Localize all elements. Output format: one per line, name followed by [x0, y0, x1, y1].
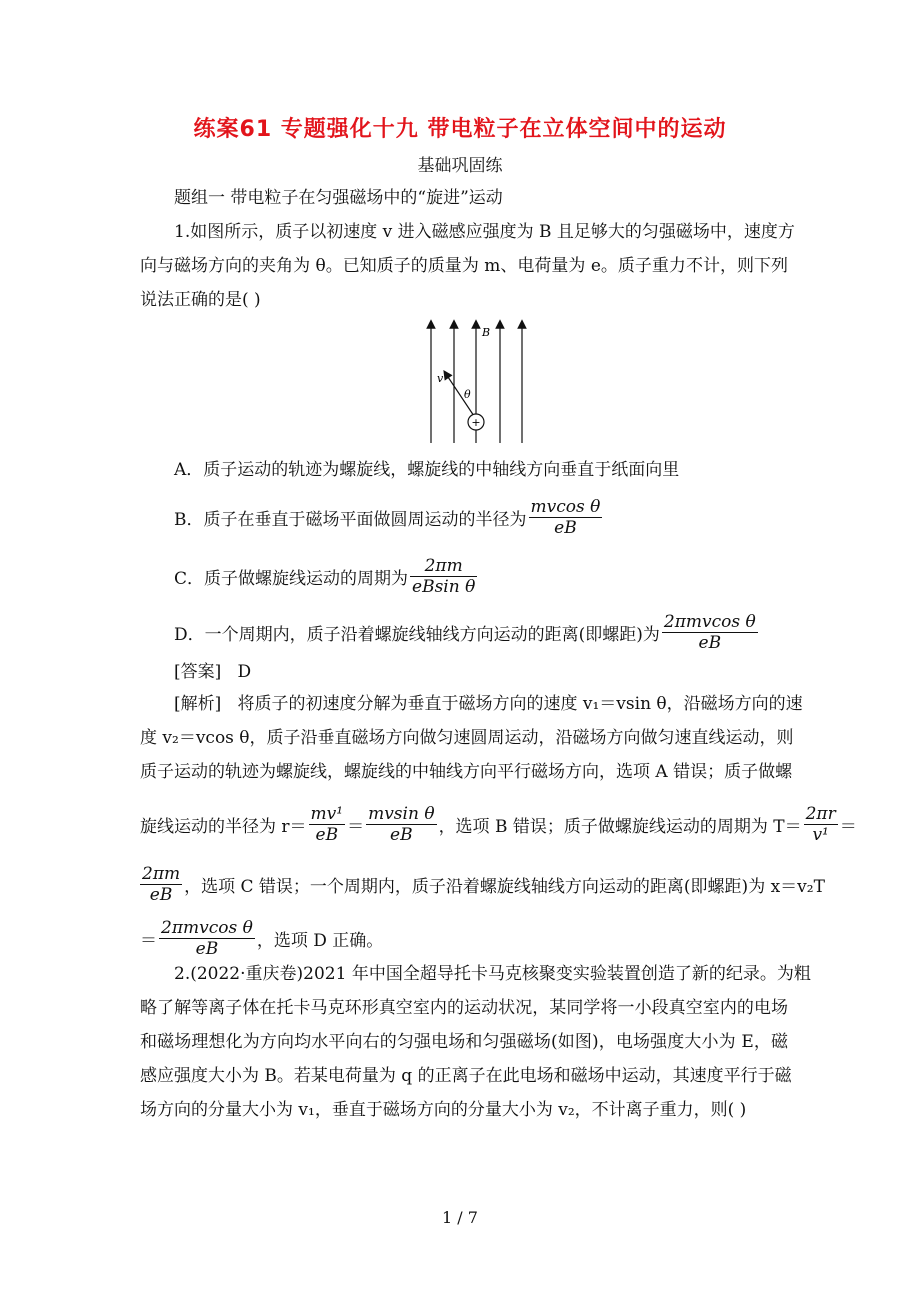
q1-analysis-line4: 旋线运动的半径为 r＝ $\frac{\text{mv¹}}{eB}$ ＝ $\frac{\text{mvsin θ}}{eB}$ ，选项 B 错误；质子做螺旋线运动的周期为 T＝ $\frac{2\pi r}{\text{v¹}}$ ＝ — [140, 804, 857, 845]
q2-line3: 和磁场理想化为方向均水平向右的匀强电场和匀强磁场(如图)，电场强度大小为 E，磁 — [140, 1032, 788, 1052]
q1-line3: 说法正确的是( ) — [140, 290, 261, 310]
q1-analysis-line3: 质子运动的轨迹为螺旋线，螺旋线的中轴线方向平行磁场方向，选项 A 错误；质子做螺 — [140, 762, 793, 782]
page-number: 1 / 7 — [442, 1208, 478, 1227]
label-theta: θ — [464, 388, 471, 401]
magnetic-field-figure — [410, 318, 530, 448]
q1-option-a: A．质子运动的轨迹为螺旋线，螺旋线的中轴线方向垂直于纸面向里 — [174, 460, 680, 480]
q2-line2: 略了解等离子体在托卡马克环形真空室内的运动状况，某同学将一小段真空室内的电场 — [140, 998, 788, 1018]
q1-analysis-line5: $\frac{2\pi m}{eB}$ ，选项 C 错误；一个周期内，质子沿着螺旋线轴线方向运动的距离(即螺距)为 x＝v₂T — [142, 864, 825, 905]
q1-option-c: C．质子做螺旋线运动的周期为 $\frac{2\pi m}{\text{eBsin θ}}$ — [174, 556, 476, 597]
proton-charge: + — [471, 416, 481, 429]
q1-option-b: B．质子在垂直于磁场平面做圆周运动的半径为 $\frac{\text{mvcos θ}}{eB}$ — [174, 497, 601, 538]
label-B: B — [482, 326, 491, 339]
label-v: v — [437, 372, 444, 385]
q1-line2: 向与磁场方向的夹角为 θ。已知质子的质量为 m、电荷量为 e。质子重力不计，则下列 — [140, 256, 788, 276]
q2-line4: 感应强度大小为 B。若某电荷量为 q 的正离子在此电场和磁场中运动，其速度平行于磁 — [140, 1066, 792, 1086]
q1-analysis-line1: [解析] 将质子的初速度分解为垂直于磁场方向的速度 v₁＝vsin θ，沿磁场方向的速 — [174, 694, 803, 714]
q1-analysis-line6: ＝ $\frac{\text{2πmvcos θ}}{eB}$ ，选项 D 正确。 — [140, 918, 384, 959]
page-title: 练案61 专题强化十九 带电粒子在立体空间中的运动 — [193, 117, 727, 142]
group-heading: 题组一 带电粒子在匀强磁场中的“旋进”运动 — [174, 188, 503, 208]
q2-line1: 2.(2022·重庆卷)2021 年中国全超导托卡马克核聚变实验装置创造了新的纪录。为粗 — [174, 964, 811, 984]
q1-analysis-line2: 度 v₂＝vcos θ，质子沿垂直磁场方向做匀速圆周运动，沿磁场方向做匀速直线运动，则 — [140, 728, 794, 748]
q1-line1: 1.如图所示，质子以初速度 v 进入磁感应强度为 B 且足够大的匀强磁场中，速度方 — [174, 222, 795, 242]
q1-option-d: D．一个周期内，质子沿着螺旋线轴线方向运动的距离(即螺距)为 $\frac{\text{2πmvcos θ}}{eB}$ — [174, 612, 756, 653]
section-subtitle: 基础巩固练 — [417, 156, 503, 176]
q2-line5: 场方向的分量大小为 v₁，垂直于磁场方向的分量大小为 v₂，不计离子重力，则( ) — [140, 1100, 747, 1120]
q1-answer: [答案] D — [174, 662, 252, 682]
